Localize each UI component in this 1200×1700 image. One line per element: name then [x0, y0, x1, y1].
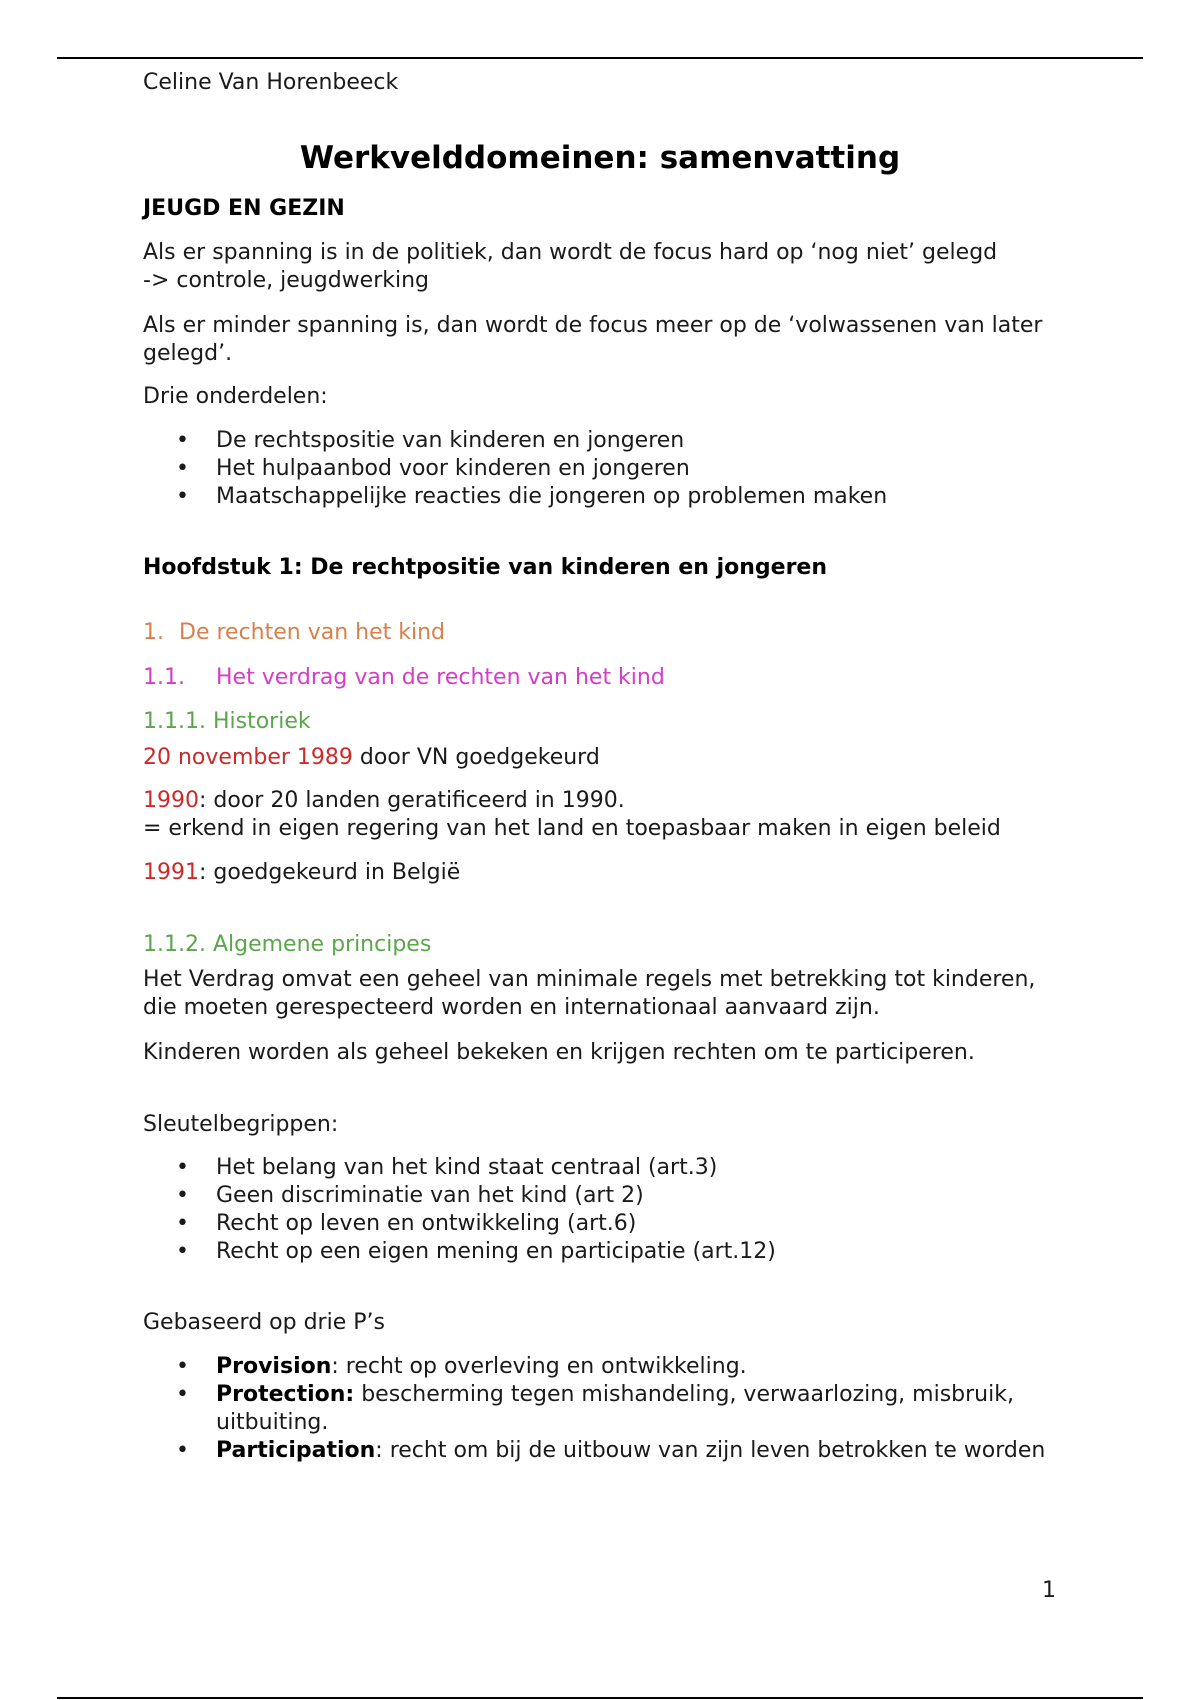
heading-3-principes: 1.1.2. Algemene principes — [143, 932, 432, 957]
history-1990 — [143, 787, 625, 815]
bullet-icon: • — [176, 1354, 189, 1379]
bullet-icon: • — [176, 1382, 189, 1407]
history-date: 1991 — [143, 860, 199, 885]
bullet-icon: • — [176, 1183, 189, 1208]
bullet-icon: • — [176, 1239, 189, 1264]
principles-line2: die moeten gerespecteerd worden en internationaal aanvaard zijn. — [143, 995, 880, 1020]
header-author: Celine Van Horenbeeck — [143, 70, 399, 95]
history-1989 — [143, 744, 600, 772]
principles-paragraph2: Kinderen worden als geheel bekeken en krijgen rechten om te participeren. — [143, 1040, 975, 1065]
list-item: Recht op een eigen mening en participatie (art.12) — [216, 1239, 776, 1264]
heading-2-number: 1.1. — [143, 665, 185, 690]
list-item: Het hulpaanbod voor kinderen en jongeren — [216, 456, 690, 481]
bullet-icon: • — [176, 484, 189, 509]
keys-intro: Sleutelbegrippen: — [143, 1112, 339, 1137]
list-item: De rechtspositie van kinderen en jongeren — [216, 428, 685, 453]
bullet-icon: • — [176, 1438, 189, 1463]
heading-3-historiek: 1.1.1. Historiek — [143, 709, 311, 734]
history-1991 — [143, 859, 460, 887]
parts-intro: Drie onderdelen: — [143, 384, 328, 409]
section-heading: JEUGD EN GEZIN — [143, 196, 345, 221]
list-item: Geen discriminatie van het kind (art 2) — [216, 1183, 644, 1208]
term-text: bescherming tegen mishandeling, verwaarlozing, misbruik, — [354, 1382, 1014, 1407]
page-title: Werkvelddomeinen: samenvatting — [299, 140, 901, 176]
chapter-heading: Hoofdstuk 1: De rechtpositie van kinderen en jongeren — [143, 555, 828, 580]
list-item-continuation: uitbuiting. — [216, 1410, 329, 1435]
list-item: Maatschappelijke reacties die jongeren op problemen maken — [216, 484, 888, 509]
heading-2-label: Het verdrag van de rechten van het kind — [216, 665, 665, 690]
list-item: Recht op leven en ontwikkeling (art.6) — [216, 1211, 637, 1236]
top-rule — [57, 57, 1143, 59]
history-date: 1990 — [143, 788, 199, 813]
paragraph-minder-spanning-line1: Als er minder spanning is, dan wordt de focus meer op de ‘volwassenen van later — [143, 313, 1043, 338]
bullet-icon: • — [176, 1211, 189, 1236]
term: Participation — [216, 1438, 376, 1463]
bullet-icon: • — [176, 428, 189, 453]
term: Protection: — [216, 1382, 355, 1407]
paragraph-minder-spanning-line2: gelegd’. — [143, 341, 233, 366]
bottom-rule — [57, 1697, 1143, 1699]
list-item — [216, 1381, 1014, 1409]
principles-line1: Het Verdrag omvat een geheel van minimale regels met betrekking tot kinderen, — [143, 967, 1036, 992]
list-item — [216, 1437, 1045, 1465]
history-text: : goedgekeurd in België — [199, 860, 461, 885]
history-text: : door 20 landen geratificeerd in 1990. — [199, 788, 625, 813]
page-number: 1 — [1042, 1578, 1056, 1603]
term: Provision — [216, 1354, 332, 1379]
term-text: : recht om bij de uitbouw van zijn leven betrokken te worden — [375, 1438, 1046, 1463]
history-date: 20 november 1989 — [143, 745, 353, 770]
ps-intro: Gebaseerd op drie P’s — [143, 1310, 385, 1335]
paragraph-spanning-line2: -> controle, jeugdwerking — [143, 268, 429, 293]
paragraph-spanning-line1: Als er spanning is in de politiek, dan wordt de focus hard op ‘nog niet’ gelegd — [143, 240, 998, 265]
heading-1-number: 1. — [143, 620, 164, 645]
bullet-icon: • — [176, 1155, 189, 1180]
history-text: door VN goedgekeurd — [352, 745, 600, 770]
list-item: Het belang van het kind staat centraal (art.3) — [216, 1155, 718, 1180]
heading-1-label: De rechten van het kind — [179, 620, 445, 645]
bullet-icon: • — [176, 456, 189, 481]
history-1990-line2: = erkend in eigen regering van het land en toepasbaar maken in eigen beleid — [143, 816, 1001, 841]
list-item — [216, 1353, 747, 1381]
term-text: : recht op overleving en ontwikkeling. — [331, 1354, 747, 1379]
